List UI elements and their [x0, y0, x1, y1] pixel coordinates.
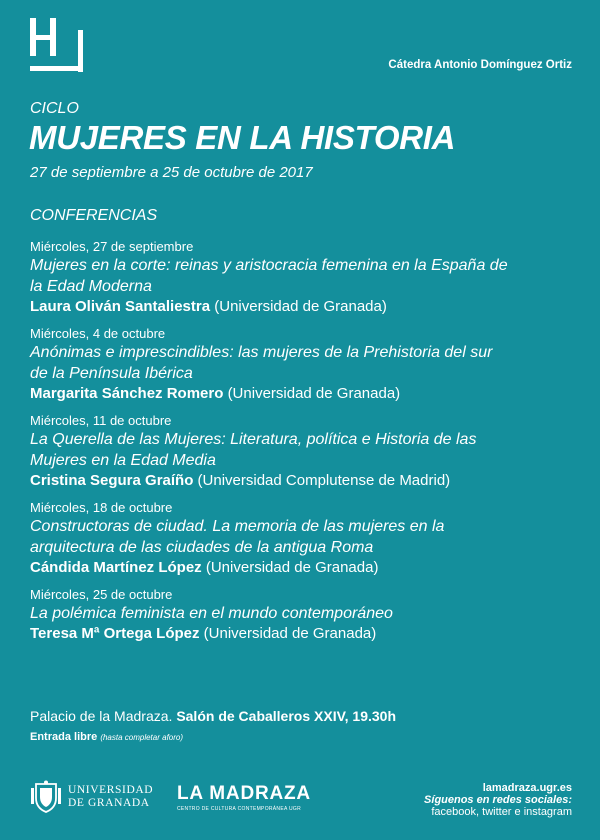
talk-title: [30, 429, 575, 471]
talk-list: [30, 239, 575, 653]
speaker-name: Margarita Sánchez Romero: [30, 385, 224, 402]
talk-speaker: [30, 384, 575, 404]
talk-title-line: La polémica feminista en el mundo contemporáneo: [30, 605, 393, 622]
entry-info: [30, 731, 183, 743]
speaker-name: Laura Oliván Santaliestra: [30, 298, 211, 315]
talk-title-line: arquitectura de las ciudades de la antigua Roma: [30, 539, 374, 556]
social-networks: facebook, twitter e instagram: [431, 806, 572, 818]
talk-speaker: [30, 297, 575, 317]
talk-date: Miércoles, 18 de octubre: [30, 500, 173, 515]
cycle-title: MUJERES EN LA HISTORIA: [29, 119, 456, 156]
madraza-logo: [177, 783, 311, 812]
university-name-line1: UNIVERSIDAD: [68, 784, 154, 796]
cycle-dates: 27 de septiembre a 25 de octubre de 2017: [30, 164, 313, 181]
talk-item: [30, 500, 575, 578]
social-info: [424, 782, 572, 818]
talk-date: Miércoles, 4 de octubre: [30, 326, 166, 341]
university-logo: [30, 780, 153, 814]
speaker-name: Teresa Mª Ortega López: [30, 625, 200, 642]
university-crest-icon: [30, 780, 62, 814]
speaker-name: Cándida Martínez López: [30, 559, 202, 576]
talk-title-line: la Edad Moderna: [30, 278, 152, 295]
talk-title-line: Anónimas e imprescindibles: las mujeres de la Prehistoria del sur: [30, 344, 493, 361]
talk-title-line: Mujeres en la Edad Media: [30, 452, 216, 469]
follow-label: Síguenos en redes sociales:: [424, 794, 572, 806]
talk-title-line: La Querella de las Mujeres: Literatura, política e Historia de las: [30, 431, 477, 448]
talk-item: [30, 326, 575, 404]
entry-note: (hasta completar aforo): [100, 733, 184, 742]
venue-info: [30, 708, 396, 724]
website-link[interactable]: lamadraza.ugr.es: [482, 782, 572, 794]
madraza-subtitle: CENTRO DE CULTURA CONTEMPORÁNEA UGR: [177, 806, 302, 812]
section-label: CONFERENCIAS: [30, 207, 158, 224]
talk-title: [30, 603, 575, 624]
talk-speaker: [30, 624, 575, 644]
speaker-name: Cristina Segura Graíño: [30, 472, 194, 489]
speaker-affiliation: (Universidad de Granada): [203, 625, 377, 642]
talk-item: [30, 239, 575, 317]
talk-title: [30, 342, 575, 384]
university-name-line2: DE GRANADA: [68, 797, 150, 809]
talk-title-line: de la Península Ibérica: [30, 365, 193, 382]
speaker-affiliation: (Universidad de Granada): [227, 385, 401, 402]
talk-date: Miércoles, 27 de septiembre: [30, 239, 194, 254]
madraza-h-logo-icon: [30, 18, 86, 72]
venue-place: Palacio de la Madraza.: [30, 708, 173, 724]
talk-title-line: Constructoras de ciudad. La memoria de las mujeres en la: [30, 518, 445, 535]
entry-label: Entrada libre: [30, 731, 98, 743]
venue-room: Salón de Caballeros XXIV, 19.30h: [176, 708, 397, 724]
chair-name: Cátedra Antonio Domínguez Ortiz: [388, 59, 572, 71]
speaker-affiliation: (Universidad de Granada): [214, 298, 387, 315]
speaker-affiliation: (Universidad de Granada): [205, 559, 379, 576]
madraza-name: LA MADRAZA: [177, 783, 311, 804]
talk-item: [30, 413, 575, 491]
talk-item: [30, 587, 575, 644]
cycle-label: CICLO: [30, 100, 79, 117]
talk-title: [30, 255, 575, 297]
speaker-affiliation: (Universidad Complutense de Madrid): [197, 472, 451, 489]
university-name: [68, 784, 153, 810]
talk-title-line: Mujeres en la corte: reinas y aristocracia femenina en la España de: [30, 257, 508, 274]
talk-date: Miércoles, 11 de octubre: [30, 413, 172, 428]
talk-speaker: [30, 471, 575, 491]
talk-date: Miércoles, 25 de octubre: [30, 587, 173, 602]
talk-title: [30, 516, 575, 558]
talk-speaker: [30, 558, 575, 578]
